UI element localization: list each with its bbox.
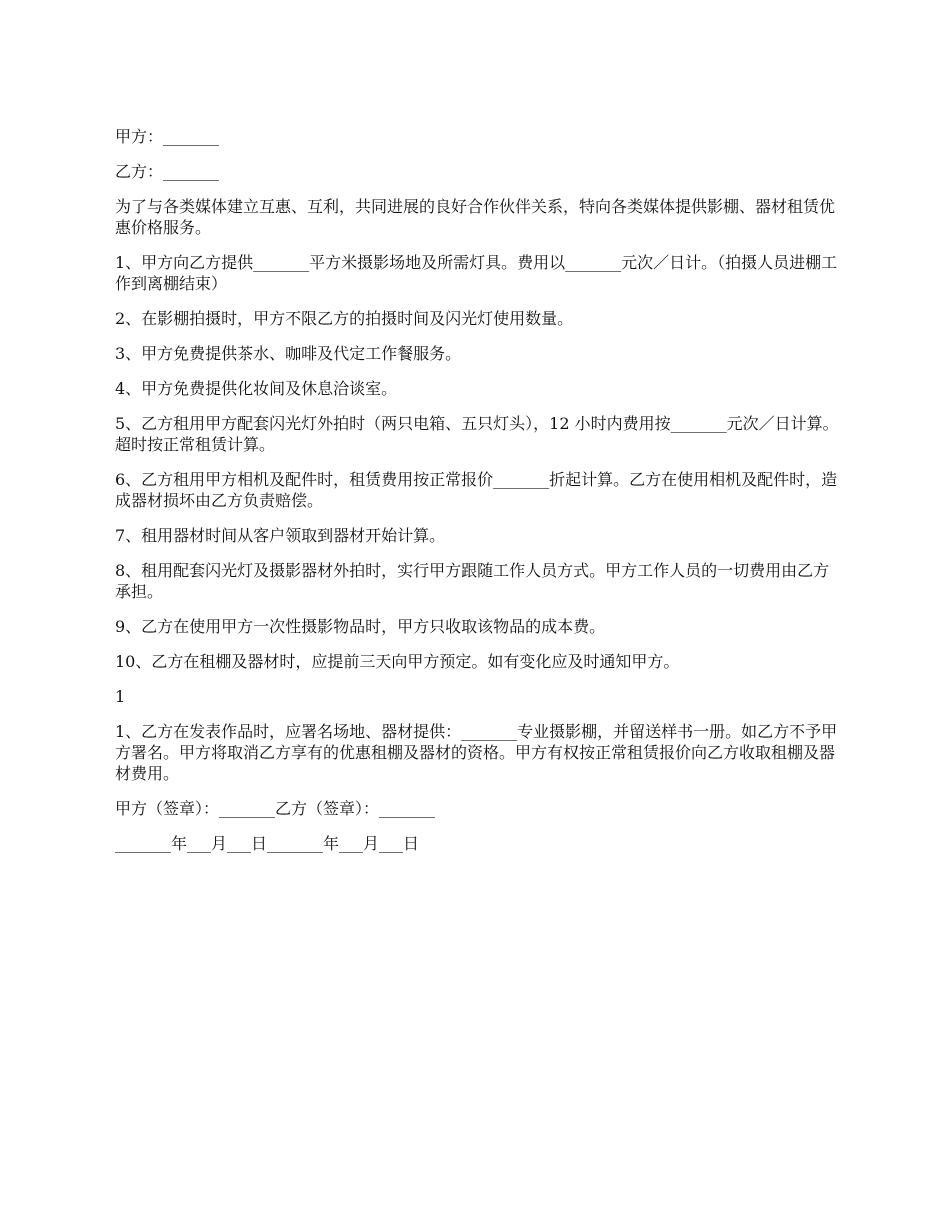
intro-paragraph: 为了与各类媒体建立互惠、互利，共同进展的良好合作伙伴关系，特向各类媒体提供影棚、器材租赁优惠价格服务。: [115, 197, 836, 237]
clause-5: 5、乙方租用甲方配套闪光灯外拍时（两只电箱、五只灯头），12 小时内费用按_______元次／日计算。超时按正常租赁计算。: [115, 414, 839, 454]
party-b-line: 乙方：_______: [115, 162, 220, 181]
document-body: [115, 126, 840, 868]
signature-line: 甲方（签章）：_______乙方（签章）：_______: [115, 799, 436, 818]
clause-9: 9、乙方在使用甲方一次性摄影物品时，甲方只收取该物品的成本费。: [115, 617, 606, 636]
clause-8: 8、租用配套闪光灯及摄影器材外拍时，实行甲方跟随工作人员方式。甲方工作人员的一切费用由乙方承担。: [115, 561, 830, 601]
clause-1: 1、甲方向乙方提供_______平方米摄影场地及所需灯具。费用以_______元次／日计。（拍摄人员进棚工作到离棚结束）: [115, 253, 838, 293]
clause-publish: 1、乙方在发表作品时，应署名场地、器材提供：_______专业摄影棚，并留送样书一册。如乙方不予甲方署名。甲方将取消乙方享有的优惠租棚及器材的资格。甲方有权按正常租赁报价向乙方收取租棚及器材费用。: [115, 722, 838, 783]
clause-7: 7、租用器材时间从客户领取到器材开始计算。: [115, 526, 446, 545]
date-line: _______年___月___日_______年___月___日: [115, 834, 420, 853]
clause-10: 10、乙方在租棚及器材时，应提前三天向甲方预定。如有变化应及时通知甲方。: [115, 652, 680, 671]
clause-6: 6、乙方租用甲方相机及配件时，租赁费用按正常报价_______折起计算。乙方在使用相机及配件时，造成器材损坏由乙方负责赔偿。: [115, 470, 838, 510]
clause-2: 2、在影棚拍摄时，甲方不限乙方的拍摄时间及闪光灯使用数量。: [115, 309, 574, 328]
clause-3: 3、甲方免费提供茶水、咖啡及代定工作餐服务。: [115, 344, 462, 363]
party-a-line: 甲方：_______: [115, 127, 220, 146]
clause-4: 4、甲方免费提供化妆间及休息洽谈室。: [115, 379, 398, 398]
page-number: 1: [115, 687, 126, 706]
